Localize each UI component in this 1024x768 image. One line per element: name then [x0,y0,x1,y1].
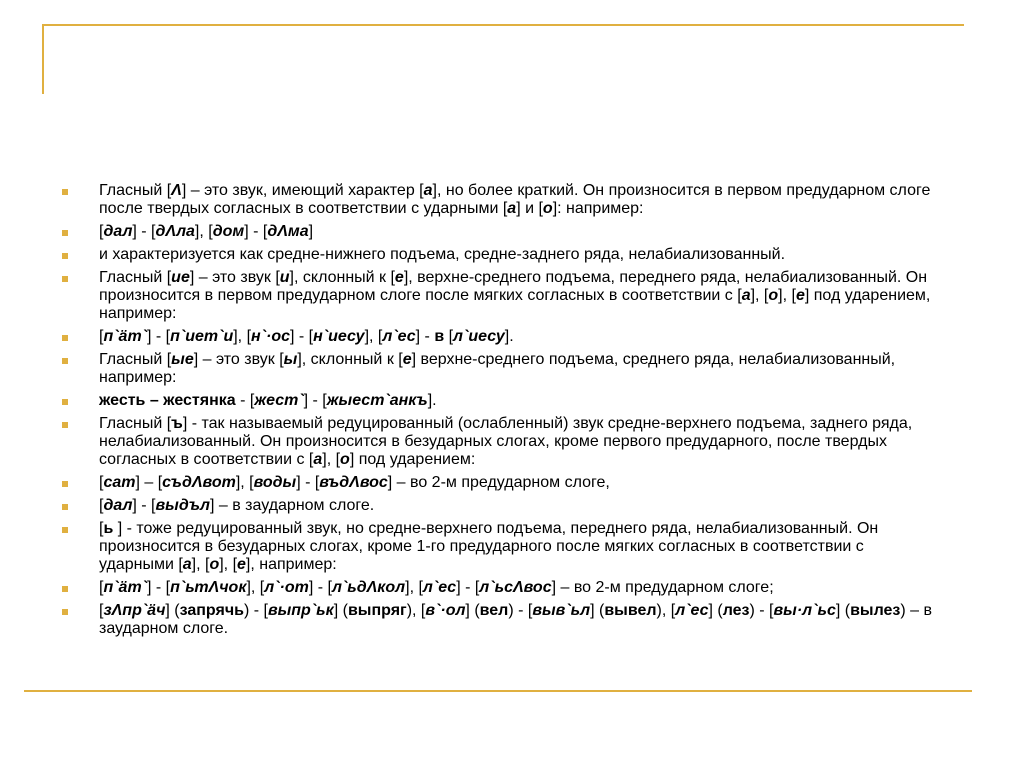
text-segment: л`иесу [453,328,505,345]
text-segment: п`иет`и [170,328,234,345]
text-segment: ], например: [245,556,337,573]
list-item [60,602,940,638]
text-segment: ] ( [835,602,851,619]
text-segment: ], [ [246,579,265,596]
text-segment: дΛма [267,223,309,240]
text-segment: ], склонный к [ [289,269,395,286]
text-segment: л`ес [675,602,709,619]
square-bullet-icon [62,335,68,341]
text-segment: дал [103,497,133,514]
text-segment: ], но более краткий. Он произносится в первом предударном слоге после твердых согласных в соответствии с ударными [ [99,182,931,217]
text-segment: ] ( [165,602,180,619]
text-segment: ) - [ [749,602,774,619]
text-segment: ], [ [405,579,423,596]
text-segment: выдъл [155,497,210,514]
text-segment: дом [212,223,245,240]
text-segment: ) – в заударном слоге. [99,602,932,637]
text-segment: ] [308,223,314,240]
text-segment: ] - [ [303,392,327,409]
text-segment: п`äт` [103,328,148,345]
text-segment: вылез [850,602,901,619]
text-segment: ] – во 2-м предударном слоге, [387,474,610,491]
text-segment: Гласный [ [99,351,172,368]
square-bullet-icon [62,276,68,282]
text-segment: [ [99,328,104,345]
text-segment: ь [103,520,114,537]
text-segment: ) - [ [243,602,268,619]
text-segment: дΛла [155,223,195,240]
text-segment: ые [171,351,194,368]
text-segment: [ [99,497,104,514]
text-segment: ], верхне-среднего подъема, переднего ряда, нелабиализованный. Он произносится в первом предударном слоге после мягких согласных в соответствии с [ [99,269,928,304]
text-segment: е [402,351,412,368]
text-segment: [ [99,579,104,596]
text-segment: ы [283,351,298,368]
text-segment: [ [99,474,104,491]
text-segment: ] - [ [147,328,171,345]
text-segment: ], [ [233,328,252,345]
text-segment: ], [ [778,287,796,304]
text-segment: ]: например: [552,200,644,217]
text-segment: съдΛвот [162,474,236,491]
text-segment: ] - [ [296,474,320,491]
text-segment: ] - [ [308,579,332,596]
square-bullet-icon [62,230,68,236]
text-segment: а [741,287,751,304]
text-segment: ] - [ [132,223,156,240]
text-segment: в [434,328,445,345]
text-segment: ] ( [465,602,480,619]
text-segment: жесть – жестянка [99,392,236,409]
list-item [60,182,940,218]
text-segment: ] - [415,328,435,345]
text-segment: вел [479,602,509,619]
text-segment: л`ьдΛкол [331,579,406,596]
text-segment: лез [722,602,750,619]
square-bullet-icon [62,481,68,487]
text-segment: а [423,182,433,199]
text-segment: ], [ [194,223,213,240]
square-bullet-icon [62,586,68,592]
text-segment: в`·ол [425,602,466,619]
list-item [60,497,940,515]
text-segment: ] ( [708,602,723,619]
text-segment: ]. [504,328,514,345]
text-segment: Гласный [ [99,269,172,286]
text-segment: е [394,269,404,286]
square-bullet-icon [62,422,68,428]
text-segment: и характеризуется как средне-нижнего подъема, средне-заднего ряда, нелабиализованный. [99,246,786,263]
text-segment: о [209,556,220,573]
text-segment: Гласный [ [99,182,172,199]
text-segment: а [182,556,192,573]
text-segment: ] и [ [516,200,543,217]
text-segment: п`äт` [103,579,148,596]
list-item [60,415,940,469]
text-segment: Λ [171,182,182,199]
text-segment: о [542,200,553,217]
list-item [60,269,940,323]
text-segment: л`ес [382,328,416,345]
text-segment: е [237,556,246,573]
list-item [60,579,940,597]
text-segment: ] – в заударном слоге. [209,497,375,514]
text-segment: ] - [ [132,497,156,514]
list-item [60,520,940,574]
text-segment: и [279,269,290,286]
text-segment: ] – это звук [ [193,351,284,368]
text-segment: вывел [604,602,657,619]
text-segment: [ [99,223,104,240]
text-segment: о [340,451,350,468]
text-segment: ), [ [656,602,676,619]
list-item [60,223,940,241]
bullet-list [60,182,940,638]
text-segment: п`ьтΛчок [170,579,247,596]
square-bullet-icon [62,399,68,405]
text-segment: ) - [ [508,602,533,619]
text-segment: ] - [ [147,579,171,596]
text-segment: ), [ [406,602,426,619]
text-segment: л`·от [264,579,309,596]
text-segment: ] верхне-среднего подъема, среднего ряда, нелабиализованный, например: [99,351,896,386]
text-segment: ], [ [322,451,341,468]
text-segment: жыест`анкъ [326,392,428,409]
text-segment: ] – [ [135,474,163,491]
text-segment: ] ( [590,602,605,619]
frame-bottom-rule [24,690,972,692]
text-segment: выпряг [347,602,407,619]
text-segment: ] - [ [244,223,268,240]
text-segment: [ [99,520,104,537]
text-segment: вы·л`ьс [773,602,836,619]
square-bullet-icon [62,189,68,195]
square-bullet-icon [62,527,68,533]
list-item [60,392,940,410]
text-segment: въдΛвос [319,474,388,491]
text-segment: ] – это звук [ [189,269,280,286]
square-bullet-icon [62,504,68,510]
square-bullet-icon [62,609,68,615]
text-segment: ] - тоже редуцированный звук, но средне-верхнего подъема, переднего ряда, нелабиализованный. Он произносится в безударных слогах, кроме 1-го предударного после мягких согласных в соответствии с ударными [ [99,520,879,573]
text-segment: ] – во 2-м предударном слоге; [551,579,774,596]
text-segment: л`ес [422,579,457,596]
frame-left-rule [42,24,44,94]
text-segment: ъ [171,415,183,432]
text-segment: воды [253,474,297,491]
text-segment: ], [ [364,328,383,345]
text-segment: запрячь [179,602,244,619]
text-segment: л`ьсΛвос [479,579,552,596]
text-segment: ]. [427,392,437,409]
text-segment: Гласный [ [99,415,172,432]
frame-top-rule [43,24,964,26]
text-segment: е [795,287,805,304]
list-item [60,351,940,387]
text-segment: н`·ос [251,328,291,345]
text-segment: сат [103,474,136,491]
text-segment: ] под ударением: [349,451,476,468]
text-segment: зΛпр`äч [103,602,166,619]
text-segment: ] под ударением, например: [99,287,931,322]
square-bullet-icon [62,253,68,259]
text-segment: ие [171,269,190,286]
text-segment: ] - [ [456,579,480,596]
text-segment: ], [ [219,556,238,573]
text-segment: ] ( [333,602,348,619]
text-segment: выв`ьл [532,602,591,619]
text-segment: а [507,200,517,217]
text-segment: ] – это звук, имеющий характер [ [181,182,424,199]
list-item [60,474,940,492]
text-segment: - [ [235,392,255,409]
text-segment: ] - [ [290,328,314,345]
text-segment: ], [ [750,287,769,304]
list-item [60,246,940,264]
text-segment: выпр`ьк [267,602,334,619]
text-segment: н`иесу [313,328,365,345]
text-segment: а [313,451,323,468]
text-segment: [ [444,328,454,345]
text-segment: ], склонный к [ [297,351,403,368]
square-bullet-icon [62,358,68,364]
text-segment: жест` [254,392,304,409]
text-segment: ] - так называемый редуцированный (ослабленный) звук средне-верхнего подъема, заднего ряда, нелабиализованный. Он произносится в безударных слогах, кроме первого предударного, после твердых согласных в соответствии с [ [99,415,913,468]
list-item [60,328,940,346]
slide-content [60,182,940,643]
text-segment: ], [ [235,474,254,491]
text-segment: дал [103,223,133,240]
text-segment: о [768,287,779,304]
text-segment: [ [99,602,104,619]
text-segment: ], [ [191,556,210,573]
